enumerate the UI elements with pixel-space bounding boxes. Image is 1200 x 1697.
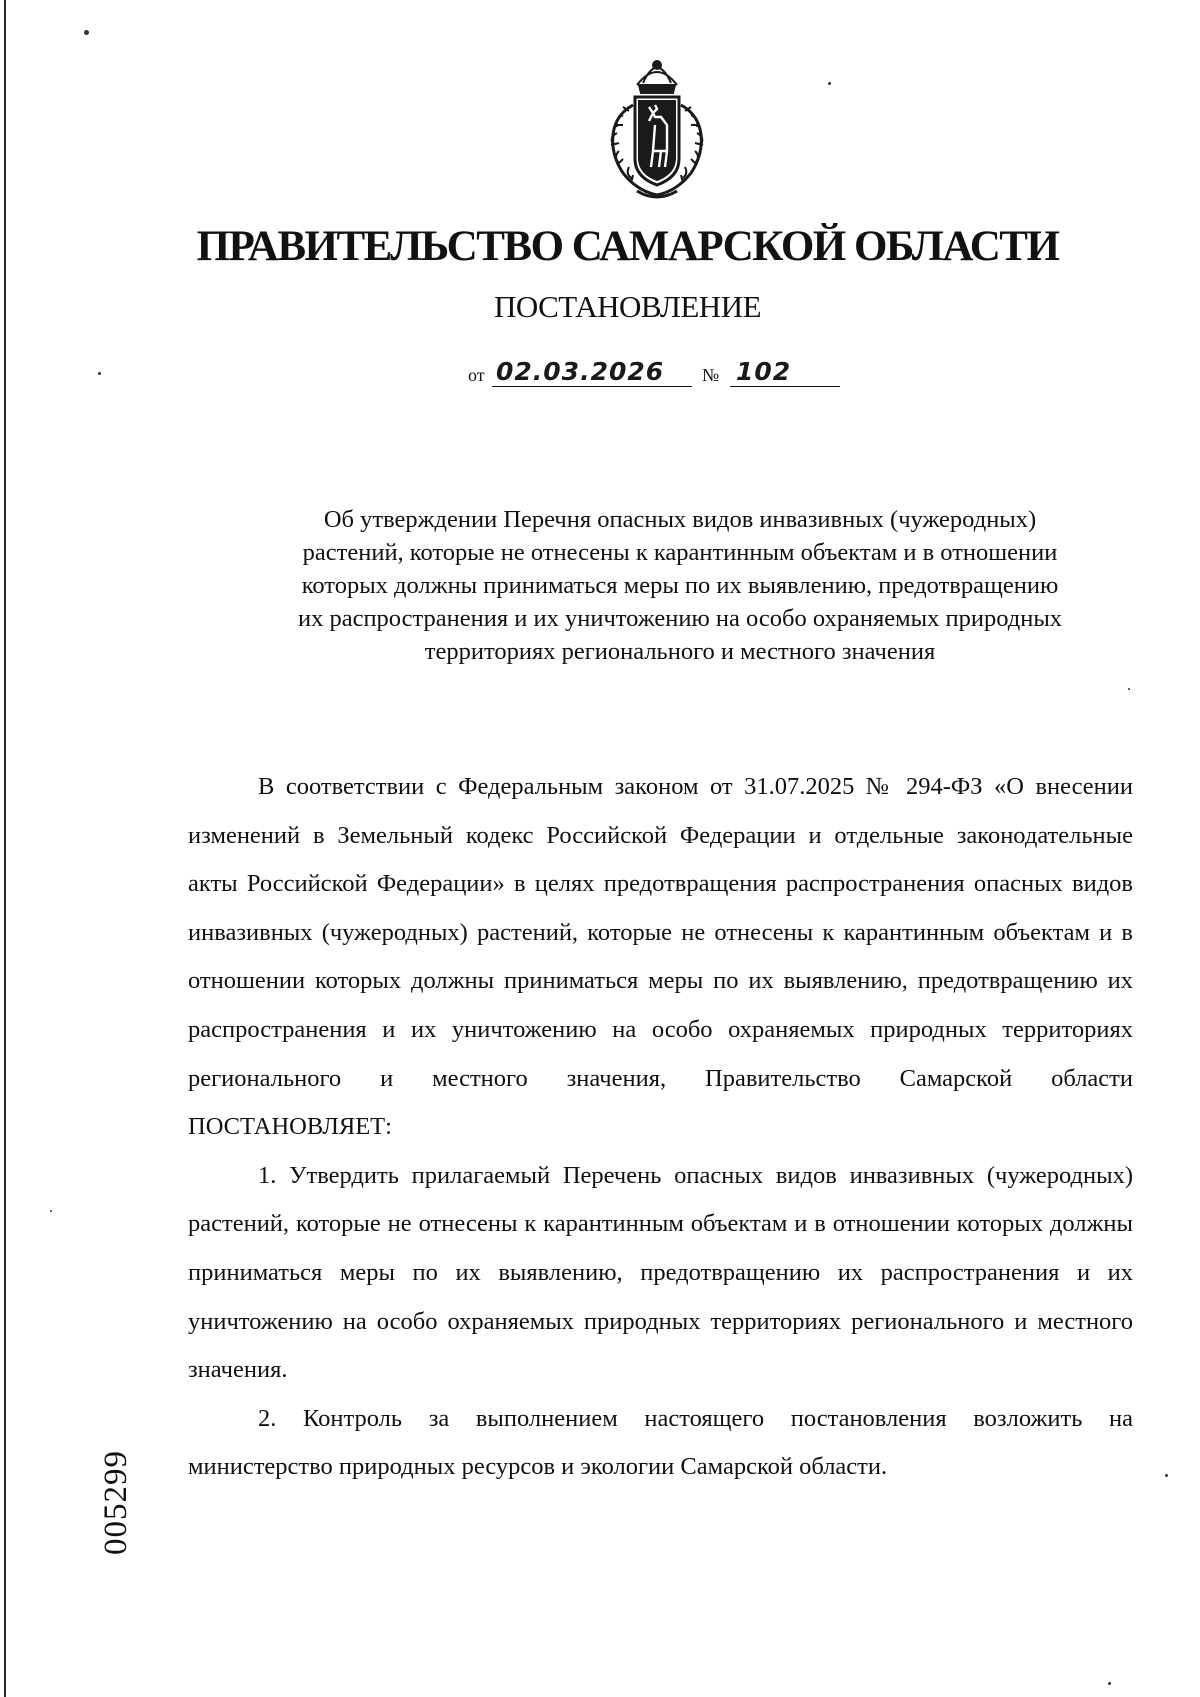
document-body: [188, 763, 1133, 1492]
body-paragraph-item-1: 1. Утвердить прилагаемый Перечень опасных видов инвазивных (чужеродных) растений, которые не отнесены к карантинным объектам и в отношении которых должны приниматься меры по их выявлению, предотвращению их распространения и их уничтожению на особо охраняемых природных территориях регионального и местного значения.: [188, 1161, 1133, 1384]
document-subject: [230, 503, 1130, 668]
margin-serial-number: 005299: [98, 1450, 134, 1555]
number-underline: [730, 386, 840, 387]
samara-coat-of-arms-icon: [593, 55, 721, 205]
subject-line: растений, которые не отнесены к карантинным объектам и в отношении: [302, 539, 1058, 566]
subject-line: Об утверждении Перечня опасных видов инвазивных (чужеродных): [323, 506, 1037, 533]
date-underline: [492, 386, 692, 387]
scan-speck: [1165, 1474, 1168, 1477]
date-value: 02.03.2026: [496, 357, 665, 386]
subject-line: которых должны приниматься меры по их выявлению, предотвращению: [301, 572, 1059, 599]
number-value: 102: [736, 357, 792, 386]
scan-speck: [1108, 1682, 1111, 1685]
scan-speck: [1128, 688, 1130, 690]
scan-speck: [84, 30, 89, 35]
scan-speck: [50, 1210, 52, 1212]
body-paragraph-preamble: В соответствии с Федеральным законом от 31.07.2025 № 294-ФЗ «О внесении изменений в Земельный кодекс Российской Федерации и отдельные законодательные акты Российской Федерации» в целях предотвращения распространения опасных видов инвазивных (чужеродных) растений, которые не отнесены к карантинным объектам и в отношении которых должны приниматься меры по их выявлению, предотвращению их распространения и их уничтожению на особо охраняемых природных территориях регионального и местного значения, Правительство Самарской области ПОСТАНОВЛЯЕТ:: [188, 773, 1133, 1141]
date-prefix: от: [468, 365, 485, 385]
number-prefix: №: [702, 365, 720, 385]
body-paragraph-item-2: 2. Контроль за выполнением настоящего постановления возложить на министерство природных ресурсов и экологии Самарской области.: [188, 1404, 1133, 1481]
organization-title: ПРАВИТЕЛЬСТВО САМАРСКОЙ ОБЛАСТИ: [196, 223, 1059, 270]
scan-speck: [98, 372, 101, 375]
subject-line: территориях регионального и местного значения: [424, 638, 936, 665]
document-type: ПОСТАНОВЛЕНИЕ: [493, 289, 762, 324]
subject-line: их распространения и их уничтожению на особо охраняемых природных: [297, 605, 1063, 632]
date-number-line: [468, 352, 848, 392]
scan-speck: [828, 82, 831, 85]
